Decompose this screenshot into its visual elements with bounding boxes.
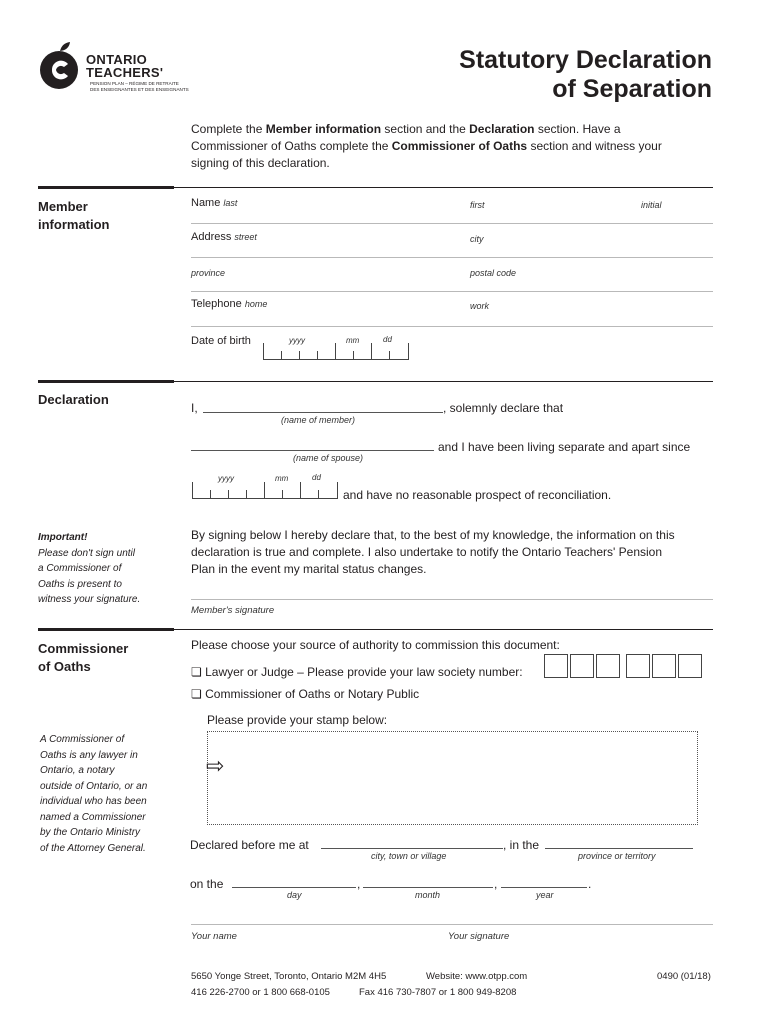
page-title-line-2: of Separation bbox=[552, 75, 712, 103]
city-town-caption: city, town or village bbox=[371, 851, 447, 861]
declaration-i-prefix: I, bbox=[191, 401, 198, 415]
commissioner-definition: A Commissioner of Oaths is any lawyer in Ontario, a notary outside of Ontario, or an individual who has been named a Commissioner by the Ontario Ministry of the Attorney General. bbox=[40, 734, 148, 854]
arrow-right-icon: ⇨ bbox=[206, 753, 225, 778]
your-signature-caption: Your signature bbox=[448, 931, 510, 942]
logo-subtitle-2: DES ENSEIGNANTES ET DES ENSEIGNANTS bbox=[90, 87, 189, 92]
date-of-birth-label: Date of birth bbox=[191, 335, 251, 347]
declaration-no-prospect: and have no reasonable prospect of reconciliation. bbox=[343, 488, 612, 502]
name-initial-caption: initial bbox=[641, 200, 662, 210]
footer-address: 5650 Yonge Street, Toronto, Ontario M2M 4H5 bbox=[191, 971, 387, 982]
logo-word-teachers: TEACHERS' bbox=[86, 65, 164, 80]
name-field-line[interactable] bbox=[191, 223, 713, 224]
stamp-prompt: Please provide your stamp below: bbox=[207, 713, 388, 727]
declared-before-me-label: Declared before me at bbox=[190, 838, 309, 852]
intro-text: Complete the Member information section and the Declaration section. Have a Commissioner of Oaths complete the Commissioner of Oaths section and witness your signing of this declaration. bbox=[191, 122, 662, 170]
declaration-section-heading: Declaration bbox=[38, 392, 109, 407]
province-field-line[interactable] bbox=[191, 291, 713, 292]
telephone-field-label: Telephone home bbox=[191, 298, 268, 310]
section-divider-declaration bbox=[38, 380, 174, 383]
work-phone-caption: work bbox=[470, 301, 490, 311]
section-divider-member bbox=[38, 186, 174, 189]
logo-word-ontario: ONTARIO bbox=[86, 52, 148, 67]
section-rule-member bbox=[174, 187, 713, 188]
authority-prompt: Please choose your source of authority to commission this document: bbox=[191, 638, 560, 652]
member-signature-line[interactable] bbox=[191, 599, 713, 600]
section-rule-declaration bbox=[174, 381, 713, 382]
law-society-number-boxes[interactable] bbox=[544, 654, 704, 680]
page-title-line-1: Statutory Declaration bbox=[459, 46, 712, 74]
name-of-member-caption: (name of member) bbox=[281, 415, 356, 425]
member-signature-caption: Member's signature bbox=[191, 605, 275, 616]
footer-form-code: 0490 (01/18) bbox=[657, 971, 711, 982]
logo-subtitle-1: PENSION PLAN – RÉGIME DE RETRAITE bbox=[90, 81, 179, 86]
section-rule-commissioner bbox=[174, 629, 713, 630]
apple-logo-icon bbox=[38, 40, 82, 90]
day-caption: day bbox=[287, 890, 302, 900]
month-line[interactable] bbox=[363, 887, 493, 888]
month-caption: month bbox=[415, 890, 441, 900]
separation-date-boxes[interactable]: yyyy mm dd bbox=[192, 473, 338, 501]
province-caption: province bbox=[191, 268, 226, 278]
member-section-heading: Member information bbox=[38, 199, 110, 232]
city-caption: city bbox=[470, 234, 484, 244]
in-the-label: , in the bbox=[503, 838, 540, 852]
postal-code-caption: postal code bbox=[470, 268, 517, 278]
footer-website: Website: www.otpp.com bbox=[426, 971, 528, 982]
province-territory-caption: province or territory bbox=[578, 851, 656, 861]
option-lawyer-judge[interactable]: ❏ Lawyer or Judge – Please provide your law society number: bbox=[191, 665, 523, 679]
declaration-living-apart: and I have been living separate and apart since bbox=[438, 440, 691, 454]
name-first-caption: first bbox=[470, 200, 485, 210]
address-field-line[interactable] bbox=[191, 257, 713, 258]
your-name-caption: Your name bbox=[191, 931, 237, 942]
section-divider-commissioner bbox=[38, 628, 174, 631]
checkbox-icon[interactable]: ❏ bbox=[191, 687, 202, 701]
footer-fax: Fax 416 730-7807 or 1 800 949-8208 bbox=[359, 987, 517, 998]
footer-phone: 416 226-2700 or 1 800 668-0105 bbox=[191, 987, 330, 998]
year-line[interactable] bbox=[501, 887, 587, 888]
member-name-line[interactable] bbox=[203, 412, 443, 413]
address-field-label: Address street bbox=[191, 231, 257, 243]
day-line[interactable] bbox=[232, 887, 356, 888]
page-title bbox=[459, 46, 712, 104]
spouse-name-line[interactable] bbox=[191, 450, 434, 451]
declaration-solemnly: , solemnly declare that bbox=[443, 401, 564, 415]
declaration-body: By signing below I hereby declare that, to the best of my knowledge, the information on this declaration is true and complete. I also undertake to notify the Ontario Teachers' Pension Plan in the event my marital status changes. bbox=[191, 528, 675, 576]
on-the-label: on the bbox=[190, 877, 224, 891]
important-note: Important! Please don't sign until a Commissioner of Oaths is present to witness your signature. bbox=[38, 532, 141, 605]
city-line[interactable] bbox=[321, 848, 503, 849]
commissioner-section-heading: Commissioner of Oaths bbox=[38, 641, 129, 674]
dob-date-boxes[interactable]: yyyy mm dd bbox=[263, 334, 409, 364]
checkbox-icon[interactable]: ❏ bbox=[191, 665, 202, 679]
option-commissioner-notary[interactable]: ❏ Commissioner of Oaths or Notary Public bbox=[191, 687, 420, 701]
province-line[interactable] bbox=[545, 848, 693, 849]
name-field-label: Name last bbox=[191, 197, 238, 209]
telephone-field-line[interactable] bbox=[191, 326, 713, 327]
logo bbox=[38, 40, 188, 96]
name-of-spouse-caption: (name of spouse) bbox=[293, 453, 364, 463]
commissioner-signature-line[interactable] bbox=[191, 924, 713, 925]
year-caption: year bbox=[536, 890, 554, 900]
stamp-area[interactable] bbox=[207, 731, 698, 825]
